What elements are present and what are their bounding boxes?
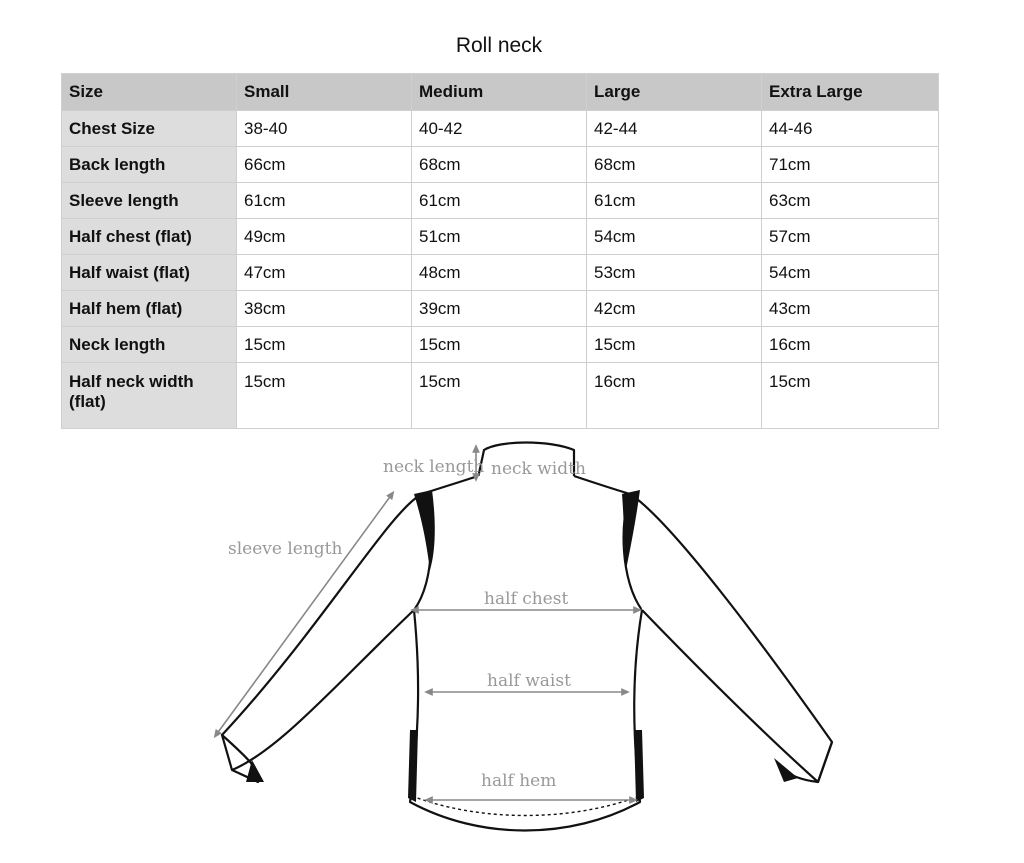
half-hem-label: half hem bbox=[481, 771, 557, 791]
table-cell: 16cm bbox=[762, 327, 939, 363]
table-cell: 68cm bbox=[587, 147, 762, 183]
table-cell: 48cm bbox=[412, 255, 587, 291]
table-cell: 61cm bbox=[587, 183, 762, 219]
row-label: Half chest (flat) bbox=[62, 219, 237, 255]
row-label: Chest Size bbox=[62, 111, 237, 147]
table-cell: 15cm bbox=[587, 327, 762, 363]
table-cell: 38cm bbox=[237, 291, 412, 327]
table-cell: 15cm bbox=[237, 327, 412, 363]
table-cell: 63cm bbox=[762, 183, 939, 219]
column-header: Small bbox=[237, 74, 412, 111]
sleeve-length-label: sleeve length bbox=[228, 539, 343, 559]
table-cell: 54cm bbox=[762, 255, 939, 291]
table-cell: 53cm bbox=[587, 255, 762, 291]
table-cell: 43cm bbox=[762, 291, 939, 327]
table-row bbox=[62, 327, 939, 363]
table-cell: 15cm bbox=[762, 363, 939, 429]
column-header: Medium bbox=[412, 74, 587, 111]
table-cell: 66cm bbox=[237, 147, 412, 183]
table-row bbox=[62, 147, 939, 183]
row-label: Back length bbox=[62, 147, 237, 183]
row-label: Neck length bbox=[62, 327, 237, 363]
table-cell: 71cm bbox=[762, 147, 939, 183]
neck-length-label: neck length bbox=[383, 457, 485, 477]
table-cell: 68cm bbox=[412, 147, 587, 183]
table-cell: 39cm bbox=[412, 291, 587, 327]
table-header-row bbox=[62, 74, 939, 111]
table-cell: 44-46 bbox=[762, 111, 939, 147]
half-waist-label: half waist bbox=[487, 671, 571, 691]
table-cell: 61cm bbox=[412, 183, 587, 219]
table-cell: 49cm bbox=[237, 219, 412, 255]
table-cell: 38-40 bbox=[237, 111, 412, 147]
size-chart-table bbox=[61, 73, 939, 429]
table-cell: 57cm bbox=[762, 219, 939, 255]
table-row bbox=[62, 363, 939, 429]
table-row bbox=[62, 219, 939, 255]
table-cell: 40-42 bbox=[412, 111, 587, 147]
table-row bbox=[62, 183, 939, 219]
row-label: Sleeve length bbox=[62, 183, 237, 219]
table-cell: 42cm bbox=[587, 291, 762, 327]
neck-width-label: neck width bbox=[491, 459, 586, 479]
table-cell: 61cm bbox=[237, 183, 412, 219]
table-row bbox=[62, 255, 939, 291]
table-cell: 15cm bbox=[412, 363, 587, 429]
column-header: Extra Large bbox=[762, 74, 939, 111]
table-cell: 42-44 bbox=[587, 111, 762, 147]
table-cell: 54cm bbox=[587, 219, 762, 255]
table-row bbox=[62, 111, 939, 147]
table-cell: 15cm bbox=[237, 363, 412, 429]
page-title: Roll neck bbox=[455, 34, 543, 57]
row-label: Half waist (flat) bbox=[62, 255, 237, 291]
column-header: Large bbox=[587, 74, 762, 111]
sweater-measurement-diagram bbox=[200, 430, 850, 850]
table-cell: 15cm bbox=[412, 327, 587, 363]
table-row bbox=[62, 291, 939, 327]
column-header: Size bbox=[62, 74, 237, 111]
row-label: Half hem (flat) bbox=[62, 291, 237, 327]
table-cell: 47cm bbox=[237, 255, 412, 291]
row-label: Half neck width (flat) bbox=[62, 363, 237, 429]
table-cell: 16cm bbox=[587, 363, 762, 429]
table-cell: 51cm bbox=[412, 219, 587, 255]
half-chest-label: half chest bbox=[484, 589, 569, 609]
